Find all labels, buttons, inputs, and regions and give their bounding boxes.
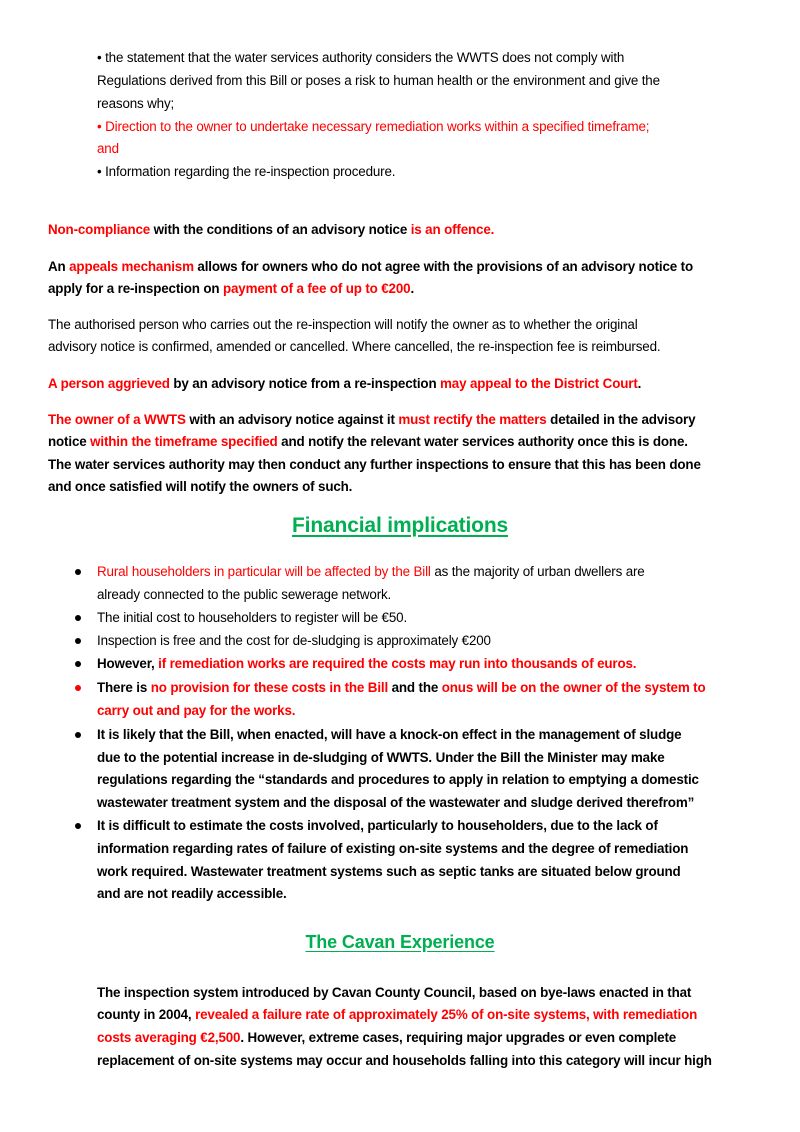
list-item-continuation: information regarding rates of failure of existing on-site systems and the degree of remediation xyxy=(97,841,689,856)
text: apply for a re-inspection on xyxy=(48,281,223,296)
text: There is xyxy=(97,680,151,695)
text: and once satisfied will notify the owners of such. xyxy=(48,479,353,494)
paragraph-aggrieved xyxy=(48,373,641,395)
text: An xyxy=(48,259,70,274)
text: with the conditions of an advisory notice xyxy=(150,222,411,237)
highlight-text: A person aggrieved xyxy=(48,376,170,391)
highlight-text: Rural householders in particular will be affected by the Bill xyxy=(97,564,431,579)
list-item-continuation: regulations regarding the “standards and procedures to apply in relation to emptying a domestic xyxy=(97,772,699,787)
list-item xyxy=(97,653,636,675)
bullet-icon xyxy=(75,732,81,738)
highlight-text: costs averaging €2,500 xyxy=(97,1030,241,1045)
text: and notify the relevant water services authority once this is done. xyxy=(277,434,688,449)
list-item xyxy=(97,561,645,583)
highlight-text: Non-compliance xyxy=(48,222,151,237)
list-item-continuation: carry out and pay for the works. xyxy=(97,703,296,718)
list-item-continuation: and are not readily accessible. xyxy=(97,886,287,901)
list-item: The initial cost to householders to register will be €50. xyxy=(97,610,408,625)
list-item-continuation: wastewater treatment system and the disposal of the wastewater and sludge derived therefrom” xyxy=(97,795,695,810)
bullet-icon xyxy=(75,823,81,829)
paragraph-non-compliance xyxy=(48,219,494,241)
text: However, xyxy=(97,656,159,671)
list-item-continuation: due to the potential increase in de-sludging of WWTS. Under the Bill the Minister may make xyxy=(97,750,665,765)
text: . However, extreme cases, requiring major upgrades or even complete xyxy=(240,1030,677,1045)
text: by an advisory notice from a re-inspection xyxy=(169,376,441,391)
bullet-icon xyxy=(75,685,81,691)
list-item: • Information regarding the re-inspection procedure. xyxy=(97,164,396,179)
text: . xyxy=(410,281,415,296)
text: advisory notice is confirmed, amended or cancelled. Where cancelled, the re-inspection fee is reimbursed. xyxy=(48,339,661,354)
highlight-text: payment of a fee of up to €200 xyxy=(222,281,411,296)
bullet-icon xyxy=(75,638,81,644)
text: The inspection system introduced by Cavan County Council, based on bye-laws enacted in that xyxy=(97,985,692,1000)
highlight-text: appeals mechanism xyxy=(69,259,194,274)
highlight-text: The owner of a WWTS xyxy=(48,412,186,427)
text: allows for owners who do not agree with the provisions of an advisory notice to xyxy=(193,259,693,274)
highlight-text: no provision for these costs in the Bill xyxy=(150,680,389,695)
list-item: • Direction to the owner to undertake necessary remediation works within a specified timeframe; xyxy=(97,119,650,134)
bullet-icon xyxy=(75,615,81,621)
list-item: • the statement that the water services authority considers the WWTS does not comply with xyxy=(97,50,625,65)
list-item-continuation: already connected to the public sewerage network. xyxy=(97,587,392,602)
text: as the majority of urban dwellers are xyxy=(430,564,645,579)
list-item-continuation: reasons why; xyxy=(97,96,175,111)
highlight-text: is an offence. xyxy=(410,222,495,237)
highlight-text: may appeal to the District Court xyxy=(440,376,638,391)
text: county in 2004, xyxy=(97,1007,196,1022)
bullet-icon xyxy=(75,569,81,575)
bullet-icon xyxy=(75,661,81,667)
list-item-continuation: work required. Wastewater treatment systems such as septic tanks are situated below ground xyxy=(97,864,681,879)
list-item-continuation: and xyxy=(97,141,119,156)
text: replacement of on-site systems may occur and households falling into this category will incur high xyxy=(97,1053,712,1068)
highlight-text: must rectify the matters xyxy=(398,412,547,427)
highlight-text: revealed a failure rate of approximately 25% of on-site systems, with remediation xyxy=(195,1007,698,1022)
highlight-text: if remediation works are required the costs may run into thousands of euros. xyxy=(158,656,637,671)
list-item: Inspection is free and the cost for de-sludging is approximately €200 xyxy=(97,633,491,648)
text: with an advisory notice against it xyxy=(185,412,399,427)
list-item xyxy=(97,677,706,699)
list-item: It is likely that the Bill, when enacted, will have a knock-on effect in the management of sludge xyxy=(97,727,682,742)
highlight-text: within the timeframe specified xyxy=(90,434,278,449)
text: detailed in the advisory xyxy=(546,412,696,427)
text: The water services authority may then conduct any further inspections to ensure that this has been done xyxy=(48,457,701,472)
highlight-text: onus will be on the owner of the system to xyxy=(441,680,706,695)
text: and the xyxy=(388,680,442,695)
text: . xyxy=(637,376,642,391)
list-item: It is difficult to estimate the costs involved, particularly to householders, due to the lack of xyxy=(97,818,658,833)
heading-financial-implications: Financial implications xyxy=(291,514,509,537)
heading-cavan-experience: The Cavan Experience xyxy=(305,932,495,952)
list-item-continuation: Regulations derived from this Bill or poses a risk to human health or the environment and give the xyxy=(97,73,660,88)
text: notice xyxy=(48,434,91,449)
text: The authorised person who carries out the re-inspection will notify the owner as to whether the original xyxy=(48,317,638,332)
